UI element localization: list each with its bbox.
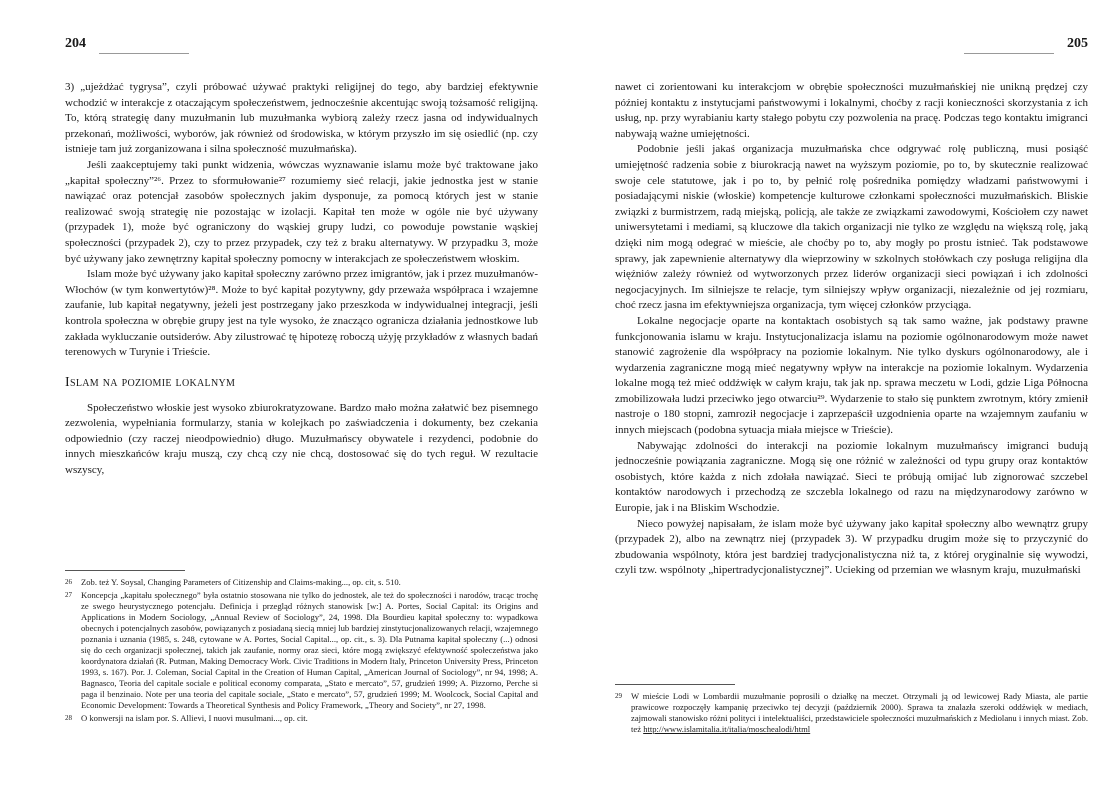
footnote <box>65 577 538 588</box>
footnote <box>65 590 538 711</box>
paragraph: Nabywając zdolności do interakcji na poziomie lokalnym muzułmańscy imigranci budują jednocześnie powiązania zagraniczne. Mogą się one różnić w zależności od typu grupy oraz kontaktów osobistych, które każda z nich zdołała nawiązać. Sieci te próbują omijać lub zignorować szczebel kontaktów narodowych i przechodzą ze szczebla lokalnego od razu na międzynarodowy zarówno w Europie, jak i na Bliskim Wschodzie. <box>615 439 1088 515</box>
footnote-rule <box>65 570 185 571</box>
footnote-number: 28 <box>65 714 72 722</box>
paragraph: Islam może być używany jako kapitał społeczny zarówno przez imigrantów, jak i przez muzułmanów-Włochów (w tym konwertytów)²⁸. Może to być kapitał pozytywny, gdy przeważa współpraca i wzajemne zaufanie, lub kapitał negatywny, jeżeli jest postrzegany jako przeszkoda w indywidualnej integracji, jeśli kontrola społeczna w obrębie grupy jest na tyle wysoko, że znacząco ogranicza działania jednostkowe lub zakłada wykluczanie outsiderów. Aby zilustrować tę hipotezę roboczą użyję przykładów z własnych badań terenowych w Turynie i Trieście. <box>65 268 538 359</box>
page-number: 205 <box>1067 36 1088 51</box>
paragraph: 3) „ujeżdżać tygrysa”, czyli próbować używać praktyki religijnej do tego, aby bardziej efektywnie wchodzić w interakcje z otaczającym społeczeństwem, jednocześnie akcentując swoją tożsamość religijną. To, którą strategię dany muzułmanin lub muzułmanka wybiorą zależy rzecz jasna od indywidualnych przekonań, możliwości, wyborów, jak również od środowiska, w którym przyszło im się osiedlić (np. czy istnieje tam już zorganizowana i silna społeczność muzułmańska). <box>65 81 538 156</box>
footnote-rule <box>615 684 735 685</box>
footnote-number: 27 <box>65 591 72 599</box>
footnote-link[interactable]: http://www.islamitalia.it/italia/moschealodi/html <box>643 724 811 734</box>
section-heading: Islam na poziomie lokalnym <box>65 374 236 390</box>
page-header <box>65 36 538 56</box>
page-header <box>615 36 1088 56</box>
header-rule <box>99 53 189 54</box>
left-body-text <box>65 80 538 558</box>
footnote-text: Koncepcja „kapitału społecznego” była ostatnio stosowana nie tylko do jednostek, ale też do społeczności i narodów, tracąc trochę ze swego heurystycznego potencjału. Definicja i przegląd różnych stanowisk [w:] A. Portes, Social Capital: its Origins and Applications in Modern Sociology, „Annual Review of Sociology”, 24, 1998. Dla Bourdieu kapitał społeczny to: wypadkowa obecnych i potencjalnych zasobów, powiązanych z posiadaną siecią mniej lub bardziej zinstytucjonalizowanych relacji, wzajemnego poznania i uznania (1985, s. 248, cytowane w A. Portes, Social Capital..., op. cit., s. 3). Dla Putnama kapitał społeczny (...) odnosi się do cech organizacji społecznej, takich jak zaufanie, normy oraz sieci, które mogą zwiększyć efektywność społeczeństwa jako koordynatora działań (R. Putman, Making Democracy Work. Civic Traditions in Modern Italy, Princeton University Press, Princeton 1993, s. 167). Por. J. Coleman, Social Capital in the Creation of Human Capital, „American Journal of Sociology”, nr 94, 1998; A. Bagnasco, Teoria del capitale sociale e political economy comparata, „Stato e mercato”, 57, grudzień 1999; A. Pizzorno, Perche si paga il benzinaio. Note per una teoria del capitale sociale, „Stato e mercato”, 57, grudzień 1999; M. Woolcock, Social Capital and Economic Development: Towards a Theoretical Synthesis and Policy Framework, „Theory and Society”, nr 27, 1998. <box>81 590 538 710</box>
right-body-text <box>615 80 1088 670</box>
paragraph: nawet ci zorientowani ku interakcjom w obrębie społeczności muzułmańskiej nie unikną prędzej czy później kontaktu z instytucjami państwowymi i lokalnymi, choćby z racji konieczności skorzystania z ich usług, np. przy wyrabianiu karty stałego pobytu czy pozwolenia na pracę. Podczas tego kontaktu imigranci nabywają ważne umiejętności. <box>615 81 1088 140</box>
footnote <box>615 691 1088 735</box>
paragraph: Podobnie jeśli jakaś organizacja muzułmańska chce odgrywać rolę publiczną, musi posiąść umiejętność radzenia sobie z biurokracją nawet na wyższym poziomie, po to, by skutecznie realizować swoje cele statutowe, jak i po to, by pełnić rolę pośrednika pomiędzy władzami państwowymi i posiadającymi niskie (włoskie) kompetencje kulturowe członkami społeczności muzułmańskich. Bliskie związki z burmistrzem, radą miejską, policją, ale także ze związkami zawodowymi, Kościołem czy nawet uniwersytetami i mediami, są kluczowe dla takich organizacji nie tylko ze względu na większą rolę, jaką dzięki nim mogą odegrać w mieście, ale choćby po to, aby mogły po prostu istnieć. Tak podstawowe sprawy, jak zapewnienie alternatywy dla wieprzowiny w szkolnych stołówkach czy posługa religijna dla więźniów zależy również od wytworzonych przez liderów organizacji sieci powiązań i ich zdolności negocjacyjnych. Im silniejsze te relacje, tym silniejszy wpływ organizacji, niezależnie od jej rozmiaru, choć rzecz jasna im efektywniejsza organizacja, tym więcej członków przyciąga. <box>615 143 1088 312</box>
footnote-text: O konwersji na islam por. S. Allievi, I nuovi musulmani..., op. cit. <box>81 713 308 723</box>
footnote-text: W mieście Lodi w Lombardii muzułmanie poprosili o działkę na meczet. Otrzymali ją od lewicowej Rady Miasta, ale partie prawicowe rozpoczęły kampanię przeciwko tej decyzji (październik 2000). Sprawa ta znalazła szeroki oddźwięk w mediach, zajmowali stanowisko różni polityci i intelektualiści, przedstawiciele społeczności muzułmańskich z Mediolanu i innych miast. Zob. też <box>631 691 1088 734</box>
footnote-text: Zob. też Y. Soysal, Changing Parameters of Citizenship and Claims-making..., op. cit, s. 510. <box>81 577 401 587</box>
paragraph: Społeczeństwo włoskie jest wysoko zbiurokratyzowane. Bardzo mało można załatwić bez pisemnego zezwolenia, wypełniania formularzy, stania w kolejkach po zaświadczenia i dokumenty, bez czekania odpowiednio (czy raczej nieodpowiednio) długo. Muzułmańscy obywatele i rezydenci, podobnie do innych mieszkańców kraju muszą, czy chcą czy nie chcą, dostosować się do tych reguł. W rezultacie wszyscy, <box>65 401 538 477</box>
footnote <box>65 713 538 724</box>
paragraph: Lokalne negocjacje oparte na kontaktach osobistych są tak samo ważne, jak podstawy prawne funkcjonowania islamu w kraju. Instytucjonalizacja islamu na poziomie ogólnonarodowym może nawet stanowić zagrożenie dla współpracy na poziomie lokalnym. Nie tylko dyskurs ogólnonarodowy, ale i wydarzenia zagraniczne mogą mieć negatywny wpływ na interakcje na poziomie lokalnym. Wydarzenia lokalne mogą też mieć oddźwięk w całym kraju, tak jak np. sprawa meczetu w Lodi, gdzie Liga Północna zmobilizowała ludzi przeciwko jego otwarciu²⁹. Wydarzenie to stało się punktem zwrotnym, który zmienił nastroje o 180 stopni, zamroził negocjacje i zaprzepaścił uzgodnienia oparte na wzajemnym zaufaniu w innych miejscach (podobna sytuacja miała miejsce w Trieście). <box>615 314 1088 437</box>
page-number: 204 <box>65 36 86 51</box>
footnote-number: 29 <box>615 692 622 700</box>
header-rule <box>964 53 1054 54</box>
paragraph: Jeśli zaakceptujemy taki punkt widzenia, wówczas wyznawanie islamu może być traktowane jako „kapitał społeczny”²⁶. Przez to sformułowanie²⁷ rozumiemy sieć relacji, jakie jednostka jest w stanie nawiązać oraz potencjał zasobów społecznych jakim dysponuje, za pomocą których jest w stanie realizować swoją strategię nie pozostając w izolacji. Kapitał ten może w ogóle nie być używany (przypadek 1), może być ograniczony do wąskiej grupy ludzi, co powoduje powstanie wąskiej społeczności (przypadek 2), czy to przez przypadek, czy też z braku alternatywy. W przypadku 3, może być używany jako zewnętrzny kapitał społeczny pomocny w interakcjach ze społeczeństwem włoskim. <box>65 158 538 265</box>
right-page <box>615 36 1088 737</box>
left-page <box>65 36 538 726</box>
paragraph: Nieco powyżej napisałam, że islam może być używany jako kapitał społeczny albo wewnątrz grupy (przypadek 2), albo na zewnątrz niej (przypadek 3). W przypadku drugim może się to przyczynić do zbudowania wspólnoty, która jest bardziej tradycjonalistyczna niż ta, z której oryginalnie się wywodzi, czyli tzw. wspólnoty „hipertradycjonalistycznej”. Ucieking od przemian we własnym kraju, muzułmański <box>615 517 1088 577</box>
footnote-number: 26 <box>65 578 72 586</box>
